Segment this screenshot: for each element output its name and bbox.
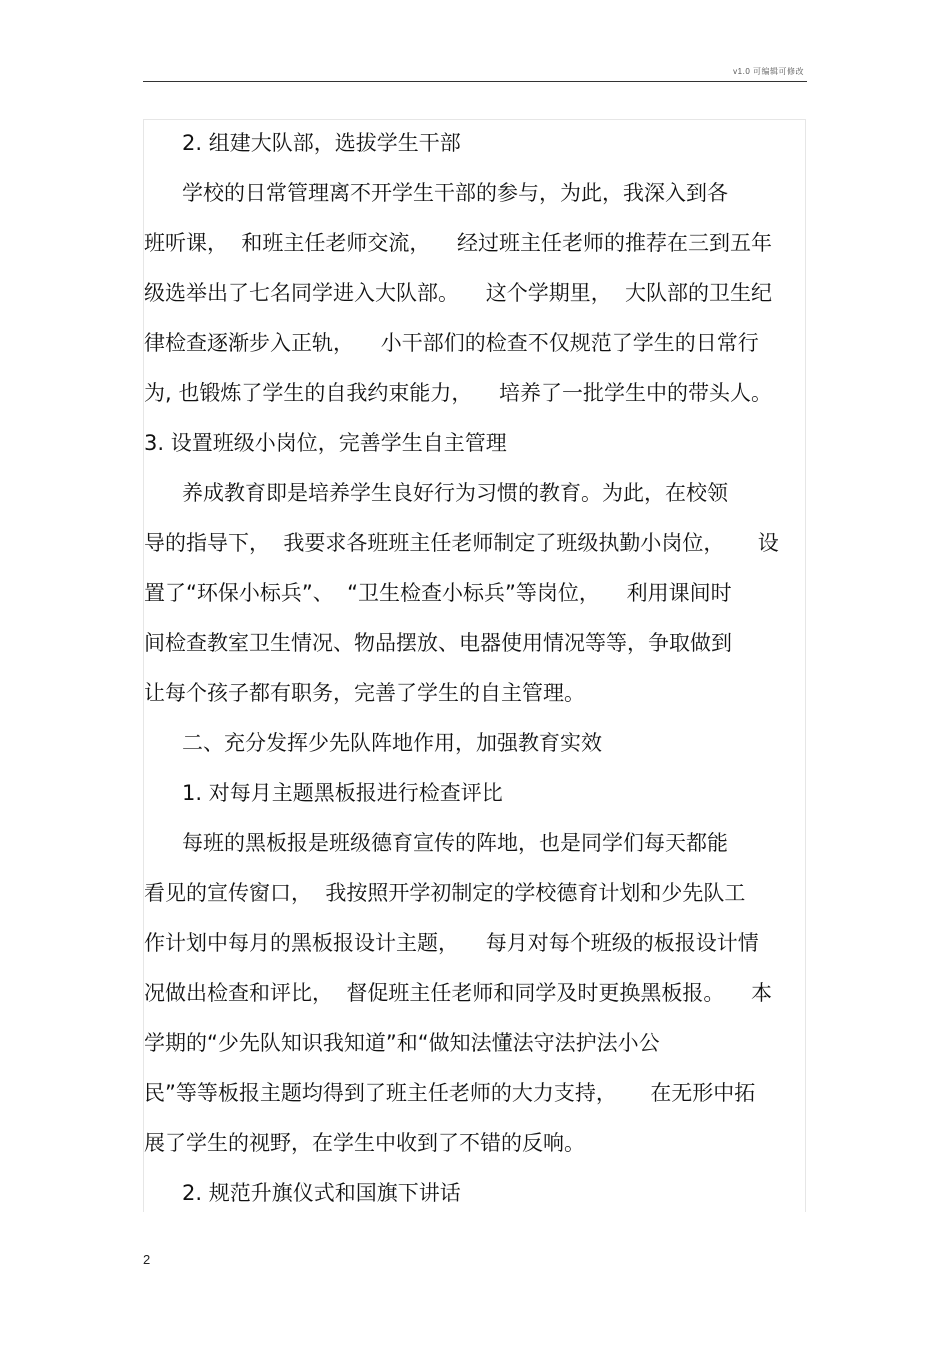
text-line: 养成教育即是培养学生良好行为习惯的教育。为此，在校领: [182, 481, 728, 505]
text-line: 导的指导下， 我要求各班班主任老师制定了班级执勤小岗位， 设: [144, 531, 779, 555]
text-line: 民”等等板报主题均得到了班主任老师的大力支持， 在无形中拓: [144, 1081, 756, 1105]
text-line: 看见的宣传窗口， 我按照开学初制定的学校德育计划和少先队工: [144, 881, 746, 905]
text-line: 二、充分发挥少先队阵地作用，加强教育实效: [182, 731, 602, 755]
text-line: 律检查逐渐步入正轨， 小干部们的检查不仅规范了学生的日常行: [144, 331, 759, 355]
text-line: 间检查教室卫生情况、物品摆放、电器使用情况等等，争取做到: [144, 631, 732, 655]
header-rule: [143, 81, 807, 82]
text-line: 2. 组建大队部，选拔学生干部: [182, 131, 461, 155]
version-tag: v1.0 可编辑可修改: [733, 67, 804, 76]
text-line: 况做出检查和评比， 督促班主任老师和同学及时更换黑板报。 本: [144, 981, 773, 1005]
text-line: 1. 对每月主题黑板报进行检查评比: [182, 781, 503, 805]
text-line: 置了“环保小标兵”、 “卫生检查小标兵”等岗位， 利用课间时: [144, 581, 732, 605]
text-line: 每班的黑板报是班级德育宣传的阵地，也是同学们每天都能: [182, 831, 728, 855]
document-body: [144, 118, 806, 1218]
text-line: 级选举出了七名同学进入大队部。 这个学期里， 大队部的卫生纪: [144, 281, 773, 305]
text-line: 作计划中每月的黑板报设计主题， 每月对每个班级的板报设计情: [144, 931, 759, 955]
page-number: 2: [143, 1252, 151, 1267]
text-line: 学校的日常管理离不开学生干部的参与，为此，我深入到各: [182, 181, 728, 205]
text-line: 2. 规范升旗仪式和国旗下讲话: [182, 1181, 461, 1205]
text-line: 学期的“少先队知识我知道”和“做知法懂法守法护法小公: [144, 1031, 660, 1055]
text-line: 展了学生的视野，在学生中收到了不错的反响。: [144, 1131, 585, 1155]
text-line: 班听课， 和班主任老师交流， 经过班主任老师的推荐在三到五年: [144, 231, 773, 255]
text-line: 让每个孩子都有职务，完善了学生的自主管理。: [144, 681, 585, 705]
text-line: 为, 也锻炼了学生的自我约束能力， 培养了一批学生中的带头人。: [144, 381, 773, 405]
text-line: 3. 设置班级小岗位，完善学生自主管理: [144, 431, 507, 455]
